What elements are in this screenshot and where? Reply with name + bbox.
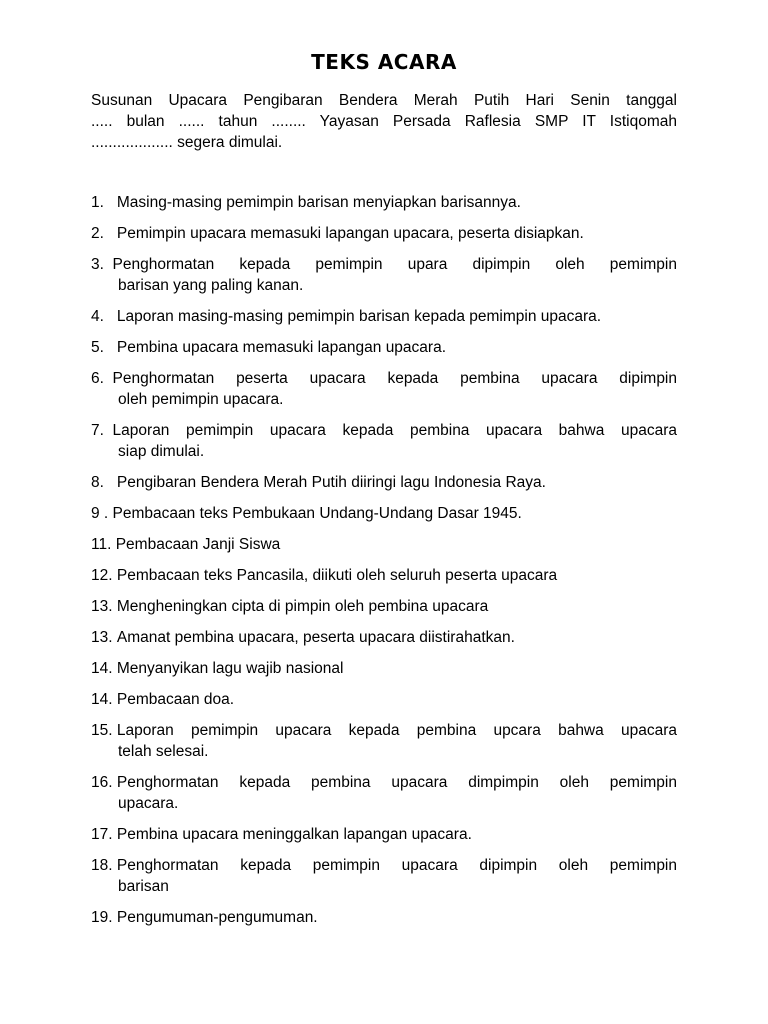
agenda-item: [91, 689, 677, 710]
agenda-item-text-continued: upacara.: [118, 795, 179, 812]
agenda-item-number: 11.: [91, 536, 116, 553]
agenda-item-first-line: [91, 192, 677, 213]
agenda-item: [91, 658, 677, 679]
agenda-item-first-line: [91, 223, 677, 244]
agenda-item-number: 8.: [91, 474, 117, 491]
agenda-item-first-line: [91, 596, 677, 617]
agenda-item-number: 19.: [91, 909, 117, 926]
agenda-item: [91, 824, 677, 845]
agenda-item: [91, 223, 677, 244]
document-title: TEKS ACARA: [311, 50, 457, 74]
agenda-item-number: 2.: [91, 225, 117, 242]
agenda-item-first-line: [91, 627, 677, 648]
agenda-item-text-continued: telah selesai.: [118, 743, 209, 760]
agenda-item-first-line: [91, 907, 677, 928]
agenda-item-first-line: [91, 824, 677, 845]
agenda-item-text: Masing-masing pemimpin barisan menyiapkan barisannya.: [116, 194, 521, 211]
agenda-item: [91, 534, 677, 555]
agenda-item-number: 13.: [91, 629, 117, 646]
agenda-item-text: Pembacaan teks Pembukaan Undang-Undang Dasar 1945.: [112, 505, 522, 522]
agenda-item-text: Pengumuman-pengumuman.: [116, 909, 318, 926]
agenda-item: [91, 472, 677, 493]
agenda-item-text: Laporan pemimpin upacara kepada pembina upacara bahwa upacara: [112, 422, 677, 439]
agenda-item-number: 6.: [91, 370, 113, 387]
agenda-item: [91, 337, 677, 358]
intro-line: ..... bulan ...... tahun ........ Yayasan Persada Raflesia SMP IT Istiqomah: [91, 113, 677, 130]
agenda-item-first-line: [91, 306, 677, 327]
agenda-item-first-line: [91, 472, 677, 493]
agenda-item-first-line: [91, 855, 677, 876]
agenda-item-text: Penghormatan kepada pemimpin upara dipimpin oleh pemimpin: [112, 256, 677, 273]
agenda-list: [91, 192, 677, 938]
agenda-item: [91, 596, 677, 617]
agenda-item-number: 9 .: [91, 505, 113, 522]
agenda-item: [91, 565, 677, 586]
agenda-item: [91, 907, 677, 928]
agenda-item-text: Mengheningkan cipta di pimpin oleh pembina upacara: [116, 598, 489, 615]
agenda-item: [91, 306, 677, 327]
agenda-item-number: 5.: [91, 339, 117, 356]
agenda-item-first-line: [91, 689, 677, 710]
agenda-item-number: 16.: [91, 774, 117, 791]
agenda-item-text: Pengibaran Bendera Merah Putih diiringi lagu Indonesia Raya.: [116, 474, 546, 491]
agenda-item-first-line: [91, 368, 677, 389]
agenda-item-text-continued: siap dimulai.: [118, 443, 205, 460]
agenda-item-text: Laporan pemimpin upacara kepada pembina upcara bahwa upacara: [116, 722, 677, 739]
agenda-item-number: 17.: [91, 826, 117, 843]
agenda-item: [91, 720, 677, 762]
agenda-item-text: Pembacaan teks Pancasila, diikuti oleh seluruh peserta upacara: [116, 567, 558, 584]
agenda-item: [91, 627, 677, 648]
agenda-item-first-line: [91, 337, 677, 358]
agenda-item: [91, 503, 677, 524]
agenda-item-text: Penghormatan kepada pembina upacara dimpimpin oleh pemimpin: [116, 774, 677, 791]
agenda-item-first-line: [91, 720, 677, 741]
agenda-item-text: Pemimpin upacara memasuki lapangan upacara, peserta disiapkan.: [116, 225, 584, 242]
agenda-item-number: 13.: [91, 598, 117, 615]
agenda-item-text: Amanat pembina upacara, peserta upacara diistirahatkan.: [116, 629, 515, 646]
agenda-item: [91, 192, 677, 213]
agenda-item-number: 14.: [91, 660, 117, 677]
agenda-item: [91, 254, 677, 296]
agenda-item-number: 15.: [91, 722, 117, 739]
agenda-item-text-continued: barisan: [118, 878, 169, 895]
agenda-item-text: Pembina upacara meninggalkan lapangan upacara.: [116, 826, 472, 843]
agenda-item-first-line: [91, 772, 677, 793]
agenda-item-text: Penghormatan kepada pemimpin upacara dipimpin oleh pemimpin: [116, 857, 677, 874]
agenda-item: [91, 420, 677, 462]
agenda-item-number: 4.: [91, 308, 117, 325]
intro-paragraph: [91, 90, 677, 153]
agenda-item-number: 1.: [91, 194, 117, 211]
agenda-item-number: 7.: [91, 422, 113, 439]
agenda-item-text-continued: barisan yang paling kanan.: [118, 277, 304, 294]
intro-line: Susunan Upacara Pengibaran Bendera Merah Putih Hari Senin tanggal: [91, 92, 677, 109]
agenda-item-number: 18.: [91, 857, 117, 874]
agenda-item-text: Pembacaan doa.: [116, 691, 235, 708]
agenda-item-text: Laporan masing-masing pemimpin barisan kepada pemimpin upacara.: [116, 308, 602, 325]
agenda-item-number: 3.: [91, 256, 113, 273]
agenda-item-first-line: [91, 420, 677, 441]
agenda-item: [91, 368, 677, 410]
agenda-item: [91, 855, 677, 897]
agenda-item-text: Pembina upacara memasuki lapangan upacara.: [116, 339, 447, 356]
agenda-item-first-line: [91, 658, 677, 679]
intro-line: ................... segera dimulai.: [91, 134, 283, 151]
agenda-item-first-line: [91, 503, 677, 524]
agenda-item-first-line: [91, 254, 677, 275]
agenda-item-text: Menyanyikan lagu wajib nasional: [116, 660, 344, 677]
agenda-item-number: 14.: [91, 691, 117, 708]
agenda-item-text-continued: oleh pemimpin upacara.: [118, 391, 284, 408]
agenda-item-number: 12.: [91, 567, 117, 584]
agenda-item: [91, 772, 677, 814]
agenda-item-text: Pembacaan Janji Siswa: [115, 536, 281, 553]
agenda-item-first-line: [91, 534, 677, 555]
agenda-item-first-line: [91, 565, 677, 586]
agenda-item-text: Penghormatan peserta upacara kepada pembina upacara dipimpin: [112, 370, 677, 387]
